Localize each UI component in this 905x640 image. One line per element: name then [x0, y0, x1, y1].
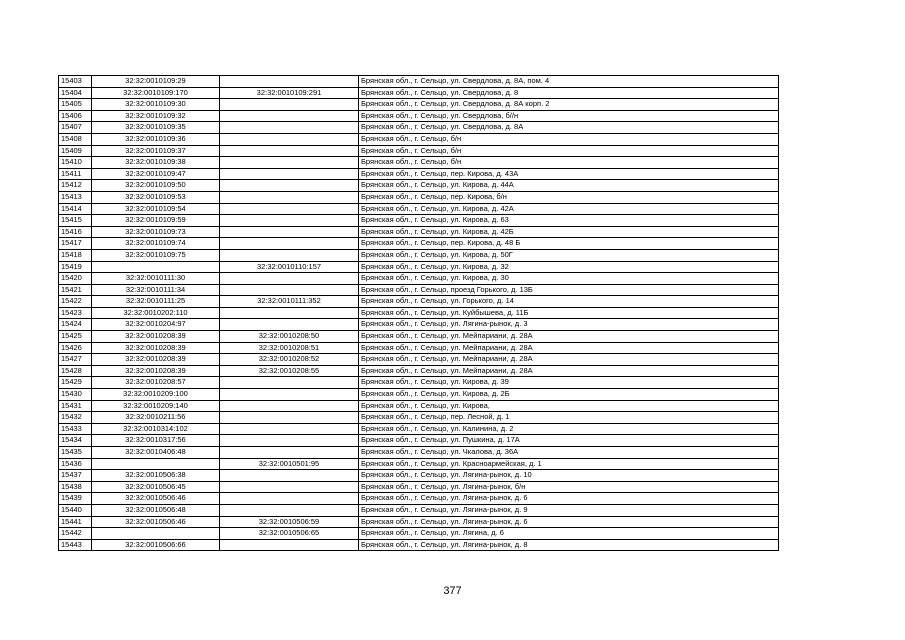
address-cell: Брянская обл., г. Сельцо, пер. Лесной, д. 1: [359, 412, 779, 424]
cadastral-number-cell: 32:32:0010506:46: [92, 493, 220, 505]
parent-cadastral-cell: [220, 504, 359, 516]
parent-cadastral-cell: [220, 203, 359, 215]
address-cell: Брянская обл., г. Сельцо, ул. Лягина-рынок, д. 3: [359, 319, 779, 331]
cadastral-number-cell: [92, 528, 220, 540]
parent-cadastral-cell: [220, 215, 359, 227]
cadastral-number-cell: 32:32:0010109:30: [92, 99, 220, 111]
address-cell: Брянская обл., г. Сельцо, ул. Кирова, д. 44А: [359, 180, 779, 192]
table-row: [59, 145, 779, 157]
address-cell: Брянская обл., г. Сельцо, б/н: [359, 145, 779, 157]
address-cell: Брянская обл., г. Сельцо, ул. Кирова, д. 2Б: [359, 389, 779, 401]
address-cell: Брянская обл., г. Сельцо, ул. Кирова, д. 50Г: [359, 249, 779, 261]
table-row: [59, 504, 779, 516]
parent-cadastral-cell: [220, 273, 359, 285]
table-row: [59, 389, 779, 401]
parent-cadastral-cell: [220, 249, 359, 261]
table-row: [59, 238, 779, 250]
parent-cadastral-cell: [220, 435, 359, 447]
parent-cadastral-cell: [220, 110, 359, 122]
parent-cadastral-cell: [220, 447, 359, 459]
row-number-cell: 15438: [59, 481, 92, 493]
table-row: [59, 307, 779, 319]
address-cell: Брянская обл., г. Сельцо, ул. Лягина, д. 6: [359, 528, 779, 540]
row-number-cell: 15442: [59, 528, 92, 540]
row-number-cell: 15426: [59, 342, 92, 354]
table-row: [59, 481, 779, 493]
address-cell: Брянская обл., г. Сельцо, ул. Лягина-рынок, д. 6: [359, 493, 779, 505]
cadastral-number-cell: 32:32:0010109:35: [92, 122, 220, 134]
parent-cadastral-cell: [220, 191, 359, 203]
table-row: [59, 493, 779, 505]
cadastral-number-cell: 32:32:0010111:30: [92, 273, 220, 285]
parent-cadastral-cell: [220, 122, 359, 134]
cadastral-number-cell: 32:32:0010208:57: [92, 377, 220, 389]
cadastral-number-cell: 32:32:0010506:66: [92, 539, 220, 551]
table-row: [59, 284, 779, 296]
table-row: [59, 99, 779, 111]
page-number: 377: [443, 585, 462, 597]
table-row: [59, 365, 779, 377]
parent-cadastral-cell: [220, 284, 359, 296]
address-cell: Брянская обл., г. Сельцо, ул. Кирова, д. 42Б: [359, 226, 779, 238]
address-cell: Брянская обл., г. Сельцо, ул. Кирова, д. 32: [359, 261, 779, 273]
row-number-cell: 15418: [59, 249, 92, 261]
cadastral-number-cell: 32:32:0010506:46: [92, 516, 220, 528]
address-cell: Брянская обл., г. Сельцо, ул. Калинина, д. 2: [359, 423, 779, 435]
row-number-cell: 15403: [59, 76, 92, 88]
row-number-cell: 15431: [59, 400, 92, 412]
parent-cadastral-cell: [220, 133, 359, 145]
table-row: [59, 354, 779, 366]
address-cell: Брянская обл., г. Сельцо, ул. Кирова, д. 63: [359, 215, 779, 227]
table-row: [59, 458, 779, 470]
row-number-cell: 15421: [59, 284, 92, 296]
cadastral-number-cell: 32:32:0010202:110: [92, 307, 220, 319]
parent-cadastral-cell: [220, 389, 359, 401]
row-number-cell: 15416: [59, 226, 92, 238]
cadastral-number-cell: 32:32:0010208:39: [92, 331, 220, 343]
table-row: [59, 400, 779, 412]
table-row: [59, 261, 779, 273]
cadastral-number-cell: 32:32:0010109:38: [92, 157, 220, 169]
address-cell: Брянская обл., г. Сельцо, ул. Мейпариани, д. 28А: [359, 354, 779, 366]
address-cell: Брянская обл., г. Сельцо, ул. Лягина-рынок, д. 8: [359, 539, 779, 551]
address-cell: Брянская обл., г. Сельцо, ул. Свердлова, д. 8А, пом. 4: [359, 76, 779, 88]
parent-cadastral-cell: [220, 238, 359, 250]
cadastral-number-cell: 32:32:0010317:56: [92, 435, 220, 447]
row-number-cell: 15433: [59, 423, 92, 435]
parent-cadastral-cell: [220, 493, 359, 505]
table-row: [59, 528, 779, 540]
table-row: [59, 377, 779, 389]
parent-cadastral-cell: [220, 157, 359, 169]
row-number-cell: 15420: [59, 273, 92, 285]
row-number-cell: 15428: [59, 365, 92, 377]
address-cell: Брянская обл., г. Сельцо, б/н: [359, 157, 779, 169]
table-row: [59, 191, 779, 203]
address-cell: Брянская обл., г. Сельцо, ул. Свердлова, д. 8А корп. 2: [359, 99, 779, 111]
cadastral-number-cell: 32:32:0010209:140: [92, 400, 220, 412]
table-row: [59, 249, 779, 261]
cadastral-number-cell: 32:32:0010109:75: [92, 249, 220, 261]
address-cell: Брянская обл., г. Сельцо, ул. Красноармейская, д. 1: [359, 458, 779, 470]
parent-cadastral-cell: [220, 423, 359, 435]
address-cell: Брянская обл., г. Сельцо, ул. Кирова, д. 30: [359, 273, 779, 285]
parent-cadastral-cell: 32:32:0010111:352: [220, 296, 359, 308]
table-row: [59, 273, 779, 285]
table-row: [59, 180, 779, 192]
parent-cadastral-cell: [220, 539, 359, 551]
cadastral-number-cell: 32:32:0010506:38: [92, 470, 220, 482]
address-cell: Брянская обл., г. Сельцо, ул. Свердлова, б//н: [359, 110, 779, 122]
row-number-cell: 15414: [59, 203, 92, 215]
parent-cadastral-cell: 32:32:0010208:55: [220, 365, 359, 377]
parent-cadastral-cell: [220, 412, 359, 424]
row-number-cell: 15415: [59, 215, 92, 227]
cadastral-number-cell: 32:32:0010109:54: [92, 203, 220, 215]
table-row: [59, 76, 779, 88]
table-row: [59, 516, 779, 528]
parent-cadastral-cell: [220, 180, 359, 192]
address-cell: Брянская обл., г. Сельцо, пер. Кирова, б/н: [359, 191, 779, 203]
row-number-cell: 15432: [59, 412, 92, 424]
cadastral-number-cell: 32:32:0010506:45: [92, 481, 220, 493]
parent-cadastral-cell: [220, 76, 359, 88]
row-number-cell: 15440: [59, 504, 92, 516]
parent-cadastral-cell: [220, 307, 359, 319]
address-cell: Брянская обл., г. Сельцо, ул. Горького, д. 14: [359, 296, 779, 308]
cadastral-number-cell: 32:32:0010204:97: [92, 319, 220, 331]
row-number-cell: 15406: [59, 110, 92, 122]
row-number-cell: 15423: [59, 307, 92, 319]
row-number-cell: 15434: [59, 435, 92, 447]
cadastral-number-cell: 32:32:0010314:102: [92, 423, 220, 435]
cadastral-number-cell: 32:32:0010208:39: [92, 342, 220, 354]
address-cell: Брянская обл., г. Сельцо, ул. Мейпариани, д. 28А: [359, 331, 779, 343]
row-number-cell: 15410: [59, 157, 92, 169]
parent-cadastral-cell: [220, 400, 359, 412]
cadastral-number-cell: 32:32:0010109:59: [92, 215, 220, 227]
address-cell: Брянская обл., г. Сельцо, ул. Свердлова, д. 8А: [359, 122, 779, 134]
table-row: [59, 110, 779, 122]
address-cell: Брянская обл., г. Сельцо, ул. Лягина-рынок, д. 10: [359, 470, 779, 482]
parent-cadastral-cell: [220, 99, 359, 111]
row-number-cell: 15413: [59, 191, 92, 203]
cadastral-number-cell: 32:32:0010109:74: [92, 238, 220, 250]
parent-cadastral-cell: [220, 481, 359, 493]
cadastral-number-cell: 32:32:0010109:170: [92, 87, 220, 99]
address-cell: Брянская обл., г. Сельцо, ул. Кирова, д. 42А: [359, 203, 779, 215]
row-number-cell: 15424: [59, 319, 92, 331]
table-row: [59, 296, 779, 308]
cadastral-number-cell: 32:32:0010109:29: [92, 76, 220, 88]
row-number-cell: 15404: [59, 87, 92, 99]
parent-cadastral-cell: 32:32:0010208:50: [220, 331, 359, 343]
table-row: [59, 435, 779, 447]
table-row: [59, 215, 779, 227]
parent-cadastral-cell: [220, 319, 359, 331]
cadastral-number-cell: [92, 261, 220, 273]
table-row: [59, 122, 779, 134]
row-number-cell: 15408: [59, 133, 92, 145]
table-row: [59, 331, 779, 343]
cadastral-number-cell: 32:32:0010506:48: [92, 504, 220, 516]
address-cell: Брянская обл., г. Сельцо, пер. Кирова, д. 48 Б: [359, 238, 779, 250]
address-cell: Брянская обл., г. Сельцо, ул. Свердлова, д. 8: [359, 87, 779, 99]
cadastral-number-cell: 32:32:0010211:56: [92, 412, 220, 424]
row-number-cell: 15419: [59, 261, 92, 273]
address-cell: Брянская обл., г. Сельцо, ул. Мейпариани, д. 28А: [359, 365, 779, 377]
parent-cadastral-cell: 32:32:0010208:52: [220, 354, 359, 366]
address-cell: Брянская обл., г. Сельцо, ул. Лягина-рынок, б/н: [359, 481, 779, 493]
cadastral-number-cell: 32:32:0010109:37: [92, 145, 220, 157]
parent-cadastral-cell: 32:32:0010506:65: [220, 528, 359, 540]
cadastral-number-cell: 32:32:0010109:32: [92, 110, 220, 122]
cadastral-number-cell: 32:32:0010209:100: [92, 389, 220, 401]
table-row: [59, 447, 779, 459]
address-cell: Брянская обл., г. Сельцо, ул. Кирова, д. 39: [359, 377, 779, 389]
row-number-cell: 15422: [59, 296, 92, 308]
row-number-cell: 15407: [59, 122, 92, 134]
address-cell: Брянская обл., г. Сельцо, ул. Пушкина, д. 17А: [359, 435, 779, 447]
parent-cadastral-cell: 32:32:0010208:51: [220, 342, 359, 354]
cadastral-number-cell: 32:32:0010109:47: [92, 168, 220, 180]
cadastral-number-cell: 32:32:0010109:36: [92, 133, 220, 145]
cadastral-number-cell: 32:32:0010208:39: [92, 354, 220, 366]
address-cell: Брянская обл., г. Сельцо, ул. Куйбышева, д. 11Б: [359, 307, 779, 319]
cadastral-number-cell: 32:32:0010406:48: [92, 447, 220, 459]
row-number-cell: 15405: [59, 99, 92, 111]
table-row: [59, 470, 779, 482]
address-cell: Брянская обл., г. Сельцо, ул. Лягина-рынок, д. 6: [359, 516, 779, 528]
row-number-cell: 15443: [59, 539, 92, 551]
parent-cadastral-cell: 32:32:0010110:157: [220, 261, 359, 273]
cadastral-number-cell: 32:32:0010109:53: [92, 191, 220, 203]
table-row: [59, 133, 779, 145]
cadastral-number-cell: 32:32:0010109:50: [92, 180, 220, 192]
table-row: [59, 87, 779, 99]
table-row: [59, 203, 779, 215]
table-row: [59, 319, 779, 331]
row-number-cell: 15411: [59, 168, 92, 180]
row-number-cell: 15425: [59, 331, 92, 343]
address-cell: Брянская обл., г. Сельцо, проезд Горького, д. 13Б: [359, 284, 779, 296]
parent-cadastral-cell: [220, 168, 359, 180]
cadastral-number-cell: 32:32:0010111:25: [92, 296, 220, 308]
parent-cadastral-cell: 32:32:0010506:59: [220, 516, 359, 528]
row-number-cell: 15437: [59, 470, 92, 482]
cadastral-table: [58, 75, 779, 551]
cadastral-number-cell: 32:32:0010109:73: [92, 226, 220, 238]
table-row: [59, 539, 779, 551]
table-row: [59, 157, 779, 169]
row-number-cell: 15427: [59, 354, 92, 366]
table-row: [59, 412, 779, 424]
cadastral-number-cell: [92, 458, 220, 470]
address-cell: Брянская обл., г. Сельцо, ул. Лягина-рынок, д. 9: [359, 504, 779, 516]
cadastral-number-cell: 32:32:0010208:39: [92, 365, 220, 377]
row-number-cell: 15429: [59, 377, 92, 389]
address-cell: Брянская обл., г. Сельцо, пер. Кирова, д. 43А: [359, 168, 779, 180]
row-number-cell: 15436: [59, 458, 92, 470]
address-cell: Брянская обл., г. Сельцо, ул. Мейпариани, д. 28А: [359, 342, 779, 354]
parent-cadastral-cell: 32:32:0010109:291: [220, 87, 359, 99]
parent-cadastral-cell: 32:32:0010501:95: [220, 458, 359, 470]
row-number-cell: 15412: [59, 180, 92, 192]
table-row: [59, 168, 779, 180]
table-body: [59, 76, 779, 551]
address-cell: Брянская обл., г. Сельцо, ул. Чкалова, д. 36А: [359, 447, 779, 459]
row-number-cell: 15430: [59, 389, 92, 401]
parent-cadastral-cell: [220, 226, 359, 238]
row-number-cell: 15409: [59, 145, 92, 157]
table-row: [59, 226, 779, 238]
address-cell: Брянская обл., г. Сельцо, б/н: [359, 133, 779, 145]
row-number-cell: 15439: [59, 493, 92, 505]
cadastral-number-cell: 32:32:0010111:34: [92, 284, 220, 296]
address-cell: Брянская обл., г. Сельцо, ул. Кирова,: [359, 400, 779, 412]
row-number-cell: 15435: [59, 447, 92, 459]
row-number-cell: 15417: [59, 238, 92, 250]
table-row: [59, 423, 779, 435]
parent-cadastral-cell: [220, 145, 359, 157]
parent-cadastral-cell: [220, 470, 359, 482]
table-row: [59, 342, 779, 354]
row-number-cell: 15441: [59, 516, 92, 528]
parent-cadastral-cell: [220, 377, 359, 389]
